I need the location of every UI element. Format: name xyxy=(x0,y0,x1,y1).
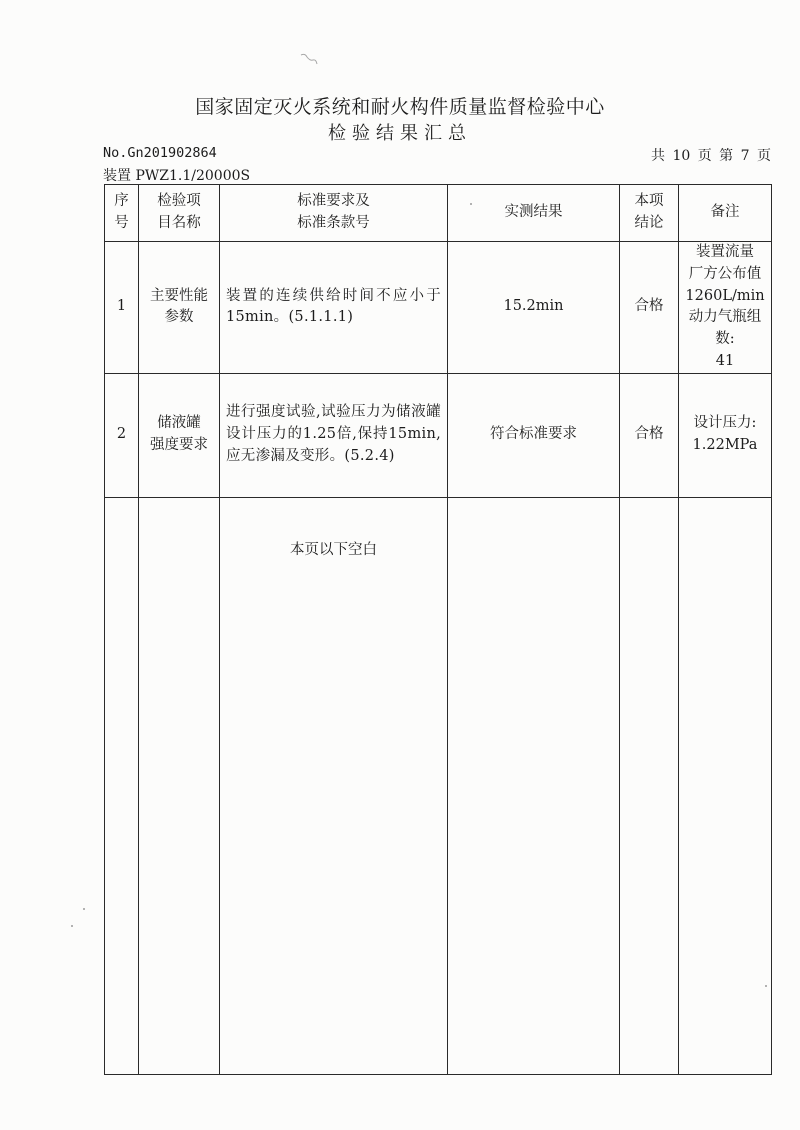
blank-cell xyxy=(679,497,772,1075)
header-cell-item: 检验项 目名称 xyxy=(139,185,220,242)
device-model: 装置 PWZ1.1/20000S xyxy=(103,168,251,184)
table-blank-row xyxy=(105,497,772,1075)
row-result: 15.2min xyxy=(448,242,620,374)
blank-cell xyxy=(220,497,448,1075)
blank-cell xyxy=(139,497,220,1075)
blank-cell xyxy=(620,497,679,1075)
blank-cell xyxy=(448,497,620,1075)
row-result: 符合标准要求 xyxy=(448,373,620,497)
table-header-row xyxy=(105,185,772,242)
row-requirement: 进行强度试验,试验压力为储液罐设计压力的1.25倍,保持15min,应无渗漏及变形。(5.2.4) xyxy=(220,373,448,497)
row-requirement: 装置的连续供给时间不应小于15min。(5.1.1.1) xyxy=(220,242,448,374)
header-cell-result: 实测结果 xyxy=(448,185,620,242)
row-remark: 设计压力: 1.22MPa xyxy=(679,373,772,497)
scan-speck xyxy=(71,925,73,927)
row-item-name: 储液罐 强度要求 xyxy=(139,373,220,497)
row-remark: 装置流量 厂方公布值 1260L/min 动力气瓶组数: 41 xyxy=(679,242,772,374)
blank-page-note: 本页以下空白 xyxy=(290,541,377,558)
header-cell-conclusion: 本项 结论 xyxy=(620,185,679,242)
header-cell-requirement: 标准要求及 标准条款号 xyxy=(220,185,448,242)
page-info: 共 10 页 第 7 页 xyxy=(651,148,771,164)
table-row xyxy=(105,242,772,374)
table-row xyxy=(105,373,772,497)
results-table xyxy=(104,184,772,1075)
scan-speck xyxy=(470,203,472,205)
row-conclusion: 合格 xyxy=(620,373,679,497)
page-title: 国家固定灭火系统和耐火构件质量监督检验中心 xyxy=(195,96,605,118)
scan-speck xyxy=(83,908,85,910)
report-number: No.Gn201902864 xyxy=(103,145,217,161)
row-conclusion: 合格 xyxy=(620,242,679,374)
row-number: 1 xyxy=(105,242,139,374)
row-item-name: 主要性能 参数 xyxy=(139,242,220,374)
scan-speck xyxy=(765,985,767,987)
blank-cell xyxy=(105,497,139,1075)
header-cell-no: 序 号 xyxy=(105,185,139,242)
header-cell-remark: 备注 xyxy=(679,185,772,242)
scan-smudge-mark xyxy=(299,52,319,66)
row-number: 2 xyxy=(105,373,139,497)
page-subtitle: 检验结果汇总 xyxy=(328,123,472,144)
